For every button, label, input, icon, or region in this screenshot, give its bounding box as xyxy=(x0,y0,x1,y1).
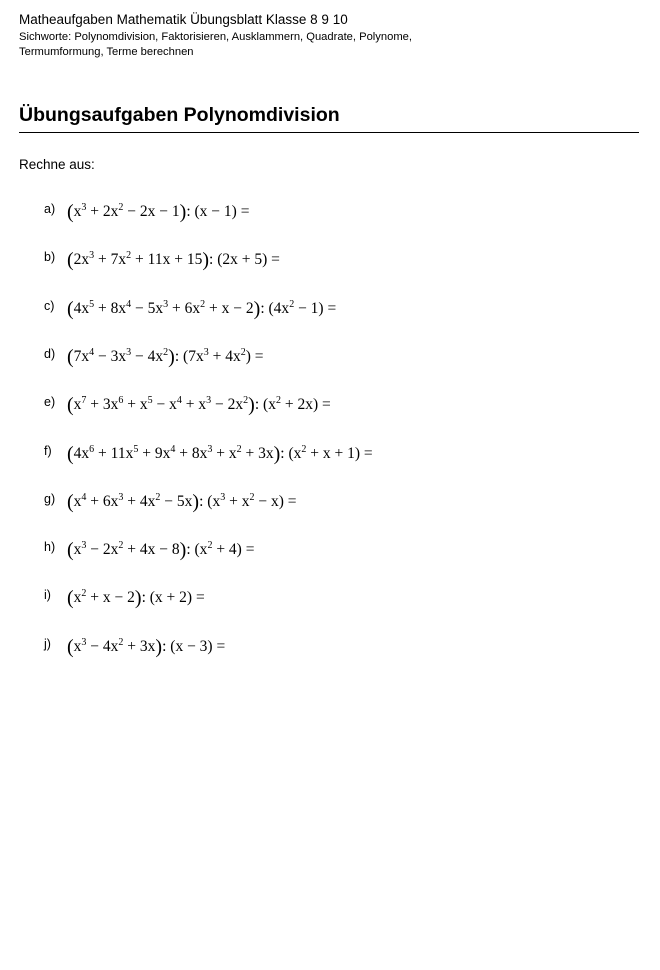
task-label: c) xyxy=(44,298,55,313)
term-text: + 4x xyxy=(208,348,241,366)
task-item xyxy=(0,195,660,225)
task-item xyxy=(0,533,660,563)
term-text: + 9x xyxy=(138,444,171,462)
polynomial-division-expression xyxy=(67,439,373,465)
term-text: (x xyxy=(194,541,208,559)
polynomial-division-expression xyxy=(67,245,280,271)
open-paren: ( xyxy=(67,635,74,658)
exponent: 2 xyxy=(301,443,307,455)
exponent: 7 xyxy=(81,395,87,407)
term-text: x xyxy=(73,589,82,607)
worksheet-keywords: Sichworte: Polynomdivision, Faktorisieren, Ausklammern, Quadrate, Polynome, Termumformung, Terme berechnen xyxy=(19,31,412,58)
exponent: 4 xyxy=(81,491,87,503)
close-paren: ) xyxy=(179,539,187,562)
open-paren: ( xyxy=(67,394,74,417)
term-text: + x + 1) = xyxy=(306,444,373,462)
exponent: 2 xyxy=(118,636,124,648)
polynomial-division-expression xyxy=(67,583,205,609)
term-text: (7x xyxy=(183,348,204,366)
division-colon: : xyxy=(186,203,195,221)
task-label: e) xyxy=(44,395,56,410)
division-colon: : xyxy=(162,637,171,655)
term-text: x xyxy=(73,203,82,221)
division-colon: : xyxy=(141,589,150,607)
task-item xyxy=(0,243,660,273)
term-text: − 2x xyxy=(211,396,244,414)
close-paren: ) xyxy=(248,394,255,417)
term-text: − x) = xyxy=(254,492,297,510)
exponent: 2 xyxy=(207,540,213,552)
exponent: 2 xyxy=(126,250,132,262)
term-text: x xyxy=(73,492,82,510)
open-paren: ( xyxy=(67,346,74,369)
exponent: 2 xyxy=(155,491,161,503)
instruction-text: Rechne aus: xyxy=(19,157,95,172)
term-text: + 6x xyxy=(86,492,119,510)
polynomial-division-expression xyxy=(67,294,336,320)
term-text: x xyxy=(73,541,82,559)
term-text: (4x xyxy=(268,299,290,317)
term-text: (x xyxy=(263,396,276,414)
close-paren: ) xyxy=(192,490,200,513)
term-text: (x xyxy=(288,444,302,462)
close-paren: ) xyxy=(202,249,210,272)
open-paren: ( xyxy=(67,490,74,513)
term-text: − 5x xyxy=(131,299,164,317)
exponent: 2 xyxy=(243,395,249,407)
term-text: 4x xyxy=(73,444,90,462)
exponent: 6 xyxy=(118,395,124,407)
term-text: − 4x xyxy=(86,637,119,655)
term-text: + x xyxy=(212,444,237,462)
division-colon: : xyxy=(209,251,218,269)
term-text: (2x + 5) = xyxy=(217,251,280,269)
open-paren: ( xyxy=(67,249,74,272)
task-label: b) xyxy=(44,250,56,265)
exponent: 5 xyxy=(89,298,95,310)
term-text: 7x xyxy=(73,348,90,366)
exponent: 4 xyxy=(170,443,176,455)
exponent: 3 xyxy=(207,443,213,455)
term-text: + 7x xyxy=(94,251,127,269)
term-text: − 1) = xyxy=(294,299,337,317)
open-paren: ( xyxy=(67,201,74,224)
polynomial-division-expression xyxy=(67,632,225,658)
section-title: Übungsaufgaben Polynomdivision xyxy=(19,104,340,126)
term-text: (x + 2) = xyxy=(149,589,205,607)
task-label: g) xyxy=(44,491,56,506)
task-label: h) xyxy=(44,540,56,555)
term-text: − 3x xyxy=(94,348,127,366)
division-colon: : xyxy=(174,348,184,366)
exponent: 2 xyxy=(249,491,255,503)
close-paren: ) xyxy=(273,442,281,465)
polynomial-division-expression xyxy=(67,535,254,561)
task-item xyxy=(0,581,660,611)
term-text: + 3x xyxy=(86,396,119,414)
term-text: x xyxy=(73,396,82,414)
term-text: − 5x xyxy=(160,492,193,510)
term-text: − x xyxy=(152,396,177,414)
exponent: 3 xyxy=(126,346,132,358)
term-text: (x xyxy=(207,492,221,510)
term-text: (x − 3) = xyxy=(170,637,226,655)
term-text: + 4) = xyxy=(212,541,255,559)
task-item xyxy=(0,630,660,660)
term-text: + 11x + 15 xyxy=(131,251,203,269)
exponent: 2 xyxy=(200,298,206,310)
task-item xyxy=(0,340,660,370)
exponent: 3 xyxy=(118,491,124,503)
term-text: + 11x xyxy=(94,444,134,462)
task-label: j) xyxy=(44,636,51,651)
term-text: + x − 2 xyxy=(205,299,254,317)
close-paren: ) xyxy=(168,346,175,369)
polynomial-division-expression xyxy=(67,390,331,416)
exponent: 2 xyxy=(118,540,124,552)
polynomial-division-expression xyxy=(67,342,263,368)
term-text: x xyxy=(73,637,82,655)
open-paren: ( xyxy=(67,539,74,562)
division-colon: : xyxy=(280,444,289,462)
term-text: + 2x) = xyxy=(280,396,331,414)
exponent: 2 xyxy=(236,443,242,455)
worksheet-header-title: Matheaufgaben Mathematik Übungsblatt Klasse 8 9 10 xyxy=(19,12,348,27)
task-item xyxy=(0,388,660,418)
term-text: + 8x xyxy=(94,299,127,317)
close-paren: ) xyxy=(179,201,187,224)
exponent: 2 xyxy=(275,395,281,407)
division-colon: : xyxy=(186,541,195,559)
exponent: 3 xyxy=(220,491,226,503)
exponent: 2 xyxy=(240,346,246,358)
polynomial-division-expression xyxy=(67,197,249,223)
term-text: 4x xyxy=(73,299,90,317)
task-label: i) xyxy=(44,588,51,603)
open-paren: ( xyxy=(67,297,74,320)
exponent: 3 xyxy=(89,250,95,262)
term-text: − 2x − 1 xyxy=(123,203,180,221)
open-paren: ( xyxy=(67,587,74,610)
division-colon: : xyxy=(199,492,208,510)
exponent: 3 xyxy=(81,636,87,648)
task-item xyxy=(0,437,660,467)
exponent: 4 xyxy=(176,395,182,407)
term-text: + 6x xyxy=(168,299,201,317)
term-text: − 2x xyxy=(86,541,119,559)
term-text: + 2x xyxy=(86,203,119,221)
division-colon: : xyxy=(260,299,269,317)
polynomial-division-expression xyxy=(67,487,296,513)
exponent: 3 xyxy=(206,395,212,407)
term-text: + 4x − 8 xyxy=(123,541,180,559)
term-text: + 4x xyxy=(123,492,156,510)
exponent: 4 xyxy=(89,346,95,358)
exponent: 6 xyxy=(89,443,95,455)
division-colon: : xyxy=(254,396,264,414)
term-text: + 3x xyxy=(241,444,274,462)
exponent: 3 xyxy=(81,540,87,552)
open-paren: ( xyxy=(67,442,74,465)
close-paren: ) xyxy=(253,297,261,320)
term-text: + x xyxy=(225,492,250,510)
term-text: + x xyxy=(181,396,207,414)
task-item xyxy=(0,485,660,515)
exponent: 2 xyxy=(81,588,87,600)
exponent: 3 xyxy=(203,346,209,358)
task-label: d) xyxy=(44,346,56,361)
term-text: + x − 2 xyxy=(86,589,135,607)
term-text: + x xyxy=(123,396,148,414)
exponent: 2 xyxy=(289,298,295,310)
task-label: f) xyxy=(44,443,52,458)
exponent: 5 xyxy=(147,395,153,407)
title-underline-divider xyxy=(19,132,639,133)
close-paren: ) xyxy=(155,635,163,658)
term-text: 2x xyxy=(73,251,90,269)
exponent: 5 xyxy=(133,443,139,455)
exponent: 3 xyxy=(81,202,87,213)
term-text: + 3x xyxy=(123,637,156,655)
term-text: (x − 1) = xyxy=(194,203,250,221)
term-text: ) = xyxy=(245,348,264,366)
exponent: 4 xyxy=(126,298,132,310)
term-text: − 4x xyxy=(131,348,164,366)
exponent: 2 xyxy=(163,346,169,358)
task-item xyxy=(0,292,660,322)
exponent: 2 xyxy=(118,202,124,213)
task-label: a) xyxy=(44,202,56,216)
exponent: 3 xyxy=(163,298,169,310)
term-text: + 8x xyxy=(175,444,208,462)
close-paren: ) xyxy=(134,587,142,610)
